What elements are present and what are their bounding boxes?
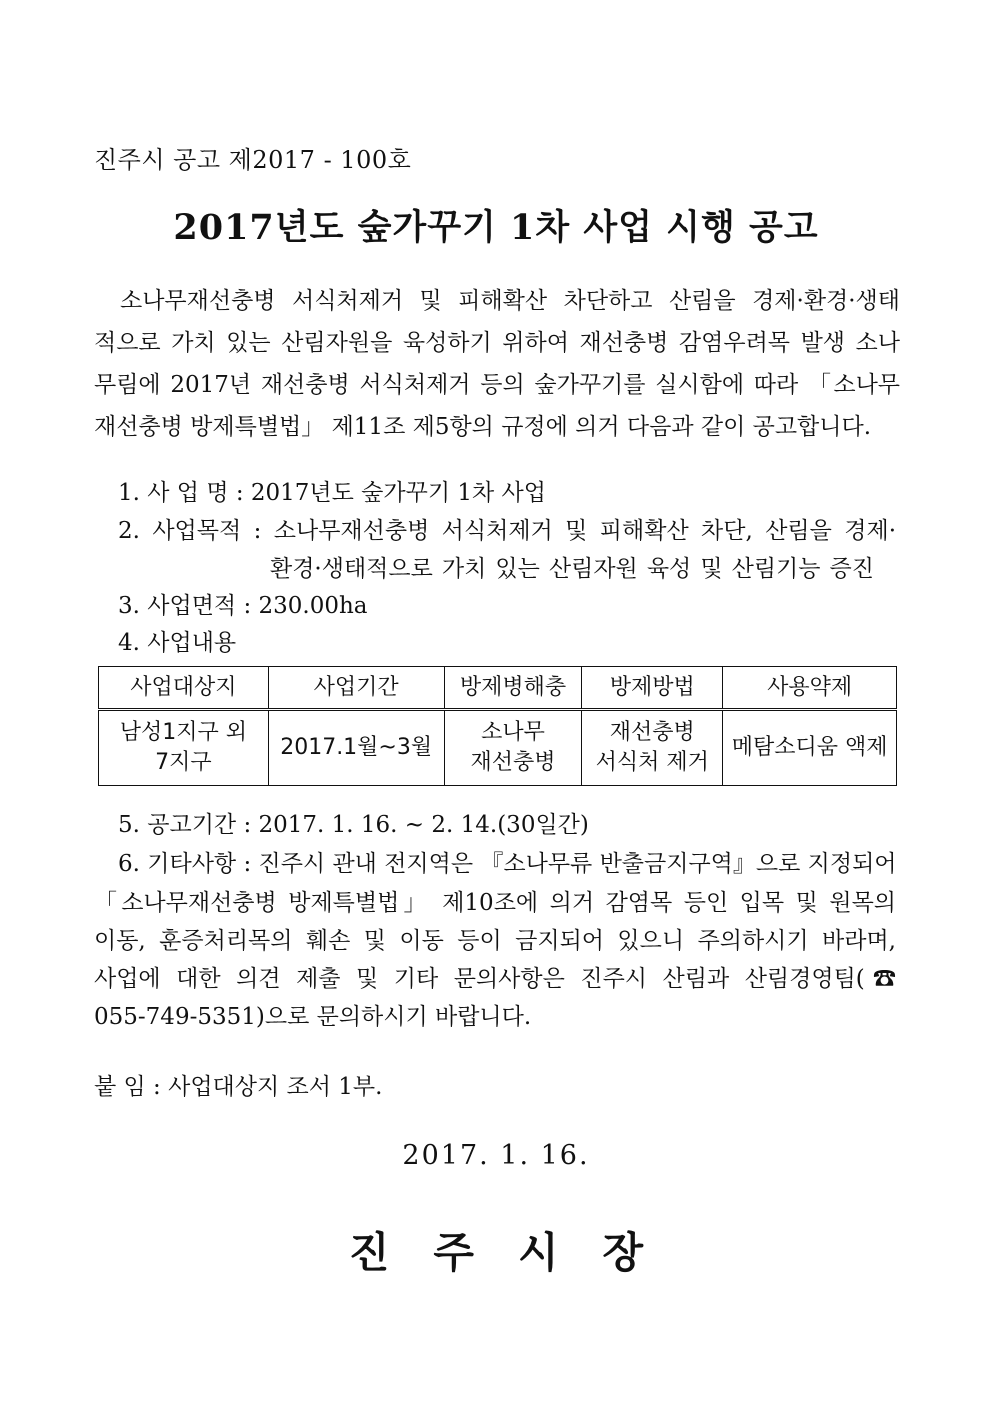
- notice-date: 2017. 1. 16.: [402, 1140, 590, 1171]
- item-other-line5: 055-749-5351)으로 문의하시기 바랍니다.: [94, 1004, 532, 1030]
- item-other-line4: 사업에 대한 의견 제출 및 기타 문의사항은 진주시 산림과 산림경영팀(☎: [94, 966, 896, 992]
- cell-method-line1: 재선충병: [609, 720, 695, 745]
- header-method: 방제방법: [582, 667, 723, 710]
- item-other-line2: 「소나무재선충병 방제특별법」 제10조에 의거 감염목 등인 입목 및 원목의: [94, 890, 896, 916]
- signature-mayor: 진주시장: [348, 1228, 688, 1277]
- cell-chemical: 메탐소디움 액제: [723, 710, 897, 786]
- intro-line-1: 소나무재선충병 서식처제거 및 피해확산 차단하고 산림을 경제·환경·생태: [120, 288, 900, 314]
- header-site: 사업대상지: [99, 667, 269, 710]
- cell-method: [582, 710, 723, 786]
- business-table: [98, 666, 897, 786]
- cell-pest: [444, 710, 582, 786]
- intro-line-3: 무림에 2017년 재선충병 서식처제거 등의 숲가꾸기를 실시함에 따라 「소나무: [94, 372, 900, 398]
- cell-site-line2: 7지구: [155, 750, 212, 775]
- attachment: 붙 임 : 사업대상지 조서 1부.: [94, 1074, 383, 1100]
- cell-method-line2: 서식처 제거: [595, 750, 709, 775]
- table-row: [99, 710, 897, 786]
- item-other-line1: 6. 기타사항 : 진주시 관내 전지역은 『소나무류 반출금지구역』으로 지정되어: [118, 851, 897, 877]
- intro-line-4: 재선충병 방제특별법」 제11조 제5항의 규정에 의거 다음과 같이 공고합니다.: [94, 414, 872, 440]
- item-other-line3: 이동, 훈증처리목의 훼손 및 이동 등이 금지되어 있으니 주의하시기 바라며,: [94, 928, 896, 954]
- header-pest: 방제병해충: [444, 667, 582, 710]
- cell-site: [99, 710, 269, 786]
- item-business-purpose-cont: 환경·생태적으로 가치 있는 산림자원 육성 및 산림기능 증진: [270, 556, 874, 582]
- cell-pest-line1: 소나무: [481, 720, 545, 745]
- item-business-area: 3. 사업면적 : 230.00ha: [118, 593, 368, 619]
- item-business-content: 4. 사업내용: [118, 630, 237, 656]
- cell-pest-line2: 재선충병: [470, 750, 556, 775]
- item-notice-period: 5. 공고기간 : 2017. 1. 16. ~ 2. 14.(30일간): [118, 812, 589, 838]
- cell-period: 2017.1월~3월: [268, 710, 444, 786]
- header-period: 사업기간: [268, 667, 444, 710]
- header-chemical: 사용약제: [723, 667, 897, 710]
- table-header-row: [99, 667, 897, 710]
- item-business-name: 1. 사 업 명 : 2017년도 숲가꾸기 1차 사업: [118, 480, 546, 506]
- notice-number: 진주시 공고 제2017 - 100호: [94, 146, 412, 174]
- page-title: 2017년도 숲가꾸기 1차 사업 시행 공고: [173, 207, 819, 248]
- intro-line-2: 적으로 가치 있는 산림자원을 육성하기 위하여 재선충병 감염우려목 발생 소나: [94, 330, 900, 356]
- item-business-purpose: 2. 사업목적 : 소나무재선충병 서식처제거 및 피해확산 차단, 산림을 경제·: [118, 518, 896, 544]
- cell-site-line1: 남성1지구 외: [119, 720, 247, 745]
